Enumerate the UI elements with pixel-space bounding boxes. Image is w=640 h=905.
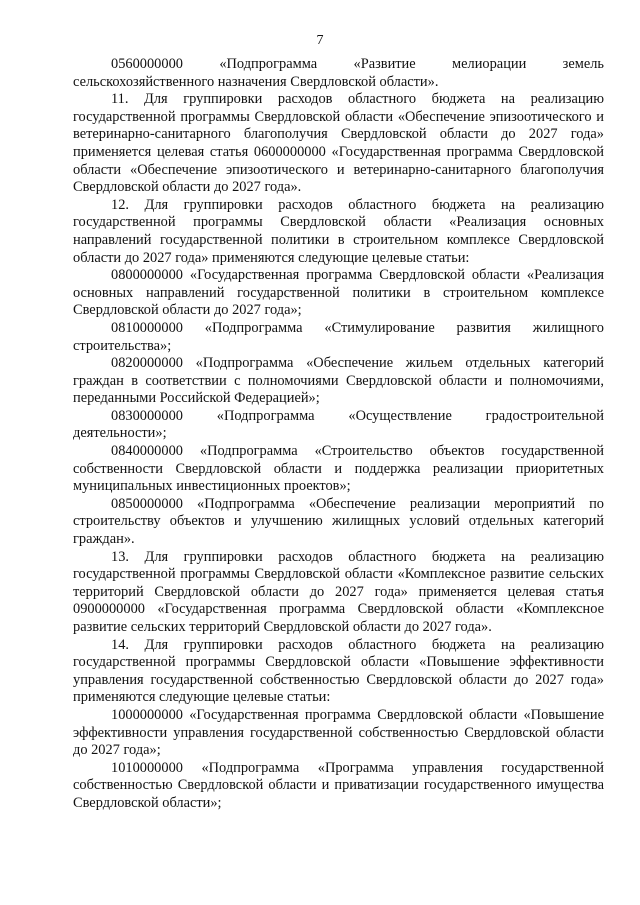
paragraph-subprogram-0560000000: 0560000000 «Подпрограмма «Развитие мелиорации земель сельскохозяйственного назначения Свердловской области». [73, 56, 604, 90]
paragraph-article-0820000000: 0820000000 «Подпрограмма «Обеспечение жильем отдельных категорий граждан в соответствии с полномочиями Свердловской области и полномочиями, переданными Российской Федерацией»; [73, 355, 604, 407]
document-body [73, 56, 604, 813]
paragraph-item-12: 12. Для группировки расходов областного бюджета на реализацию государственной программы Свердловской области «Реализация основных направлений государственной политики в строительном комплексе Свердловской области до 2027 года» применяются следующие целевые статьи: [73, 196, 604, 266]
paragraph-item-11: 11. Для группировки расходов областного бюджета на реализацию государственной программы Свердловской области «Обеспечение эпизоотического и ветеринарно-санитарного благополучия Свердловской области до 2027 года» применяется целевая статья 0600000000 «Государственная программа Свердловской области «Обеспечение эпизоотического и ветеринарно-санитарного благополучия Свердловской области до 2027 года». [73, 91, 604, 196]
paragraph-item-14: 14. Для группировки расходов областного бюджета на реализацию государственной программы Свердловской области «Повышение эффективности управления государственной собственностью Свердловской области до 2027 года» применяются следующие целевые статьи: [73, 636, 604, 706]
paragraph-article-0810000000: 0810000000 «Подпрограмма «Стимулирование развития жилищного строительства»; [73, 319, 604, 354]
paragraph-article-0830000000: 0830000000 «Подпрограмма «Осуществление градостроительной деятельности»; [73, 407, 604, 442]
paragraph-item-13: 13. Для группировки расходов областного бюджета на реализацию государственной программы Свердловской области «Комплексное развитие сельских территорий Свердловской области до 2027 года» применяется целевая статья 0900000000 «Государственная программа Свердловской области «Комплексное развитие сельских территорий Свердловской области до 2027 года». [73, 548, 604, 635]
paragraph-article-0800000000: 0800000000 «Государственная программа Свердловской области «Реализация основных направлений государственной политики в строительном комплексе Свердловской области до 2027 года»; [73, 267, 604, 319]
paragraph-article-1010000000: 1010000000 «Подпрограмма «Программа управления государственной собственностью Свердловской области и приватизации государственного имущества Свердловской области»; [73, 759, 604, 811]
page-number: 7 [316, 33, 324, 48]
paragraph-article-0850000000: 0850000000 «Подпрограмма «Обеспечение реализации мероприятий по строительству объектов и улучшению жилищных условий отдельных категорий граждан». [73, 495, 604, 548]
paragraph-article-1000000000: 1000000000 «Государственная программа Свердловской области «Повышение эффективности управления государственной собственностью Свердловской области до 2027 года»; [73, 706, 604, 759]
paragraph-article-0840000000: 0840000000 «Подпрограмма «Строительство объектов государственной собственности Свердловской области и поддержка реализации приоритетных муниципальных инвестиционных проектов»; [73, 443, 604, 495]
